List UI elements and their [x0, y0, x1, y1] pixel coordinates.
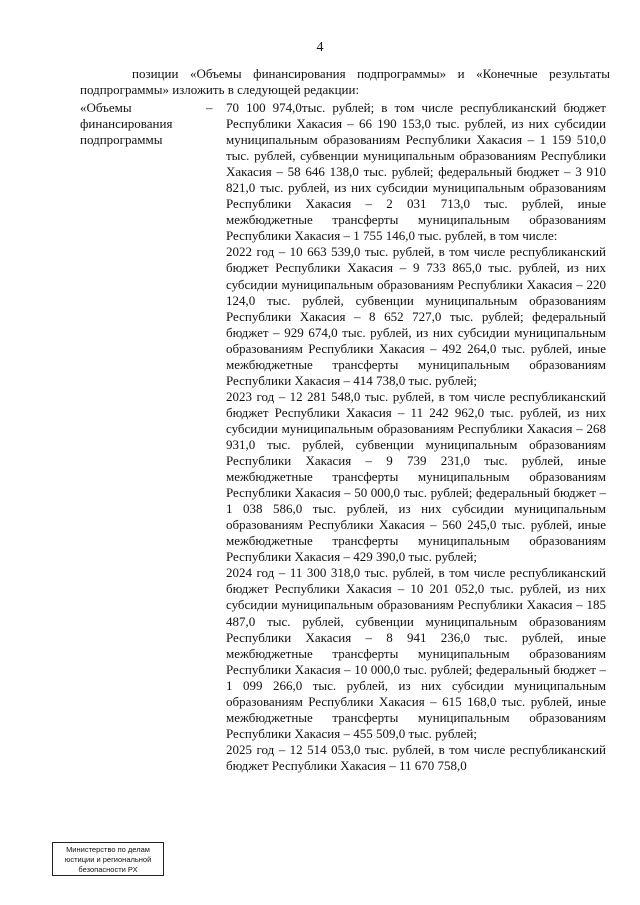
stamp-line: безопасности РХ	[78, 865, 138, 874]
funding-details	[226, 100, 606, 774]
stamp-line: Министерство по делам	[66, 845, 150, 854]
funding-2024-paragraph: 2024 год – 11 300 318,0 тыс. рублей, в том числе республиканский бюджет Республики Хакасия – 10 201 052,0 тыс. рублей, из них субсидии муниципальным образованиям Республики Хакасия – 185 487,0 тыс. рублей, субвенции муниципальным образованиям Республики Хакасия – 8 941 236,0 тыс. рублей, иные межбюджетные трансферты муниципальным образованиям Республики Хакасия – 10 000,0 тыс. рублей; федеральный бюджет – 1 099 266,0 тыс. рублей, из них субсидии муниципальным образованиям Республики Хакасия – 615 168,0 тыс. рублей, иные межбюджетные трансферты муниципальным образованиям Республики Хакасия – 455 509,0 тыс. рублей;	[226, 565, 606, 741]
left-column-label: «Объемы финансирования подпрограммы	[80, 100, 173, 147]
page-number: 4	[316, 40, 324, 55]
intro-paragraph: позиции «Объемы финансирования подпрограммы» и «Конечные результаты подпрограммы» изложить в следующей редакции:	[80, 66, 610, 97]
stamp-line: юстиции и региональной	[64, 855, 152, 864]
funding-total-paragraph: 70 100 974,0тыс. рублей; в том числе республиканский бюджет Республики Хакасия – 66 190 153,0 тыс. рублей, из них субсидии муниципальным образованиям Республики Хакасия – 1 159 510,0 тыс. рублей, субвенции муниципальным образованиям Республики Хакасия – 58 646 138,0 тыс. рублей; федеральный бюджет – 3 910 821,0 тыс. рублей, из них субсидии муниципальным образованиям Республики Хакасия – 2 031 713,0 тыс. рублей, иные межбюджетные трансферты муниципальным образованиям Республики Хакасия – 1 755 146,0 тыс. рублей, в том числе:	[226, 100, 606, 244]
funding-2023-paragraph: 2023 год – 12 281 548,0 тыс. рублей, в том числе республиканский бюджет Республики Хакасия – 11 242 962,0 тыс. рублей, из них субсидии муниципальным образованиям Республики Хакасия – 268 931,0 тыс. рублей, субвенции муниципальным образованиям Республики Хакасия – 9 739 231,0 тыс. рублей, иные межбюджетные трансферты муниципальным образованиям Республики Хакасия – 50 000,0 тыс. рублей; федеральный бюджет – 1 038 586,0 тыс. рублей, из них субсидии муниципальным образованиям Республики Хакасия – 560 245,0 тыс. рублей, иные межбюджетные трансферты муниципальным образованиям Республики Хакасия – 429 390,0 тыс. рублей;	[226, 388, 606, 565]
ministry-stamp	[52, 842, 164, 876]
dash-separator: –	[206, 100, 213, 115]
funding-2022-paragraph: 2022 год – 10 663 539,0 тыс. рублей, в том числе республиканский бюджет Республики Хакасия – 9 733 865,0 тыс. рублей, из них субсидии муниципальным образованиям Республики Хакасия – 220 124,0 тыс. рублей, субвенции муниципальным образованиям Республики Хакасия – 8 652 727,0 тыс. рублей; федеральный бюджет – 929 674,0 тыс. рублей, из них субсидии муниципальным образованиям Республики Хакасия – 492 264,0 тыс. рублей, иные межбюджетные трансферты муниципальным образованиям Республики Хакасия – 414 738,0 тыс. рублей;	[226, 244, 606, 388]
funding-2025-paragraph: 2025 год – 12 514 053,0 тыс. рублей, в том числе республиканский бюджет Республики Хакасия – 11 670 758,0	[226, 741, 606, 773]
